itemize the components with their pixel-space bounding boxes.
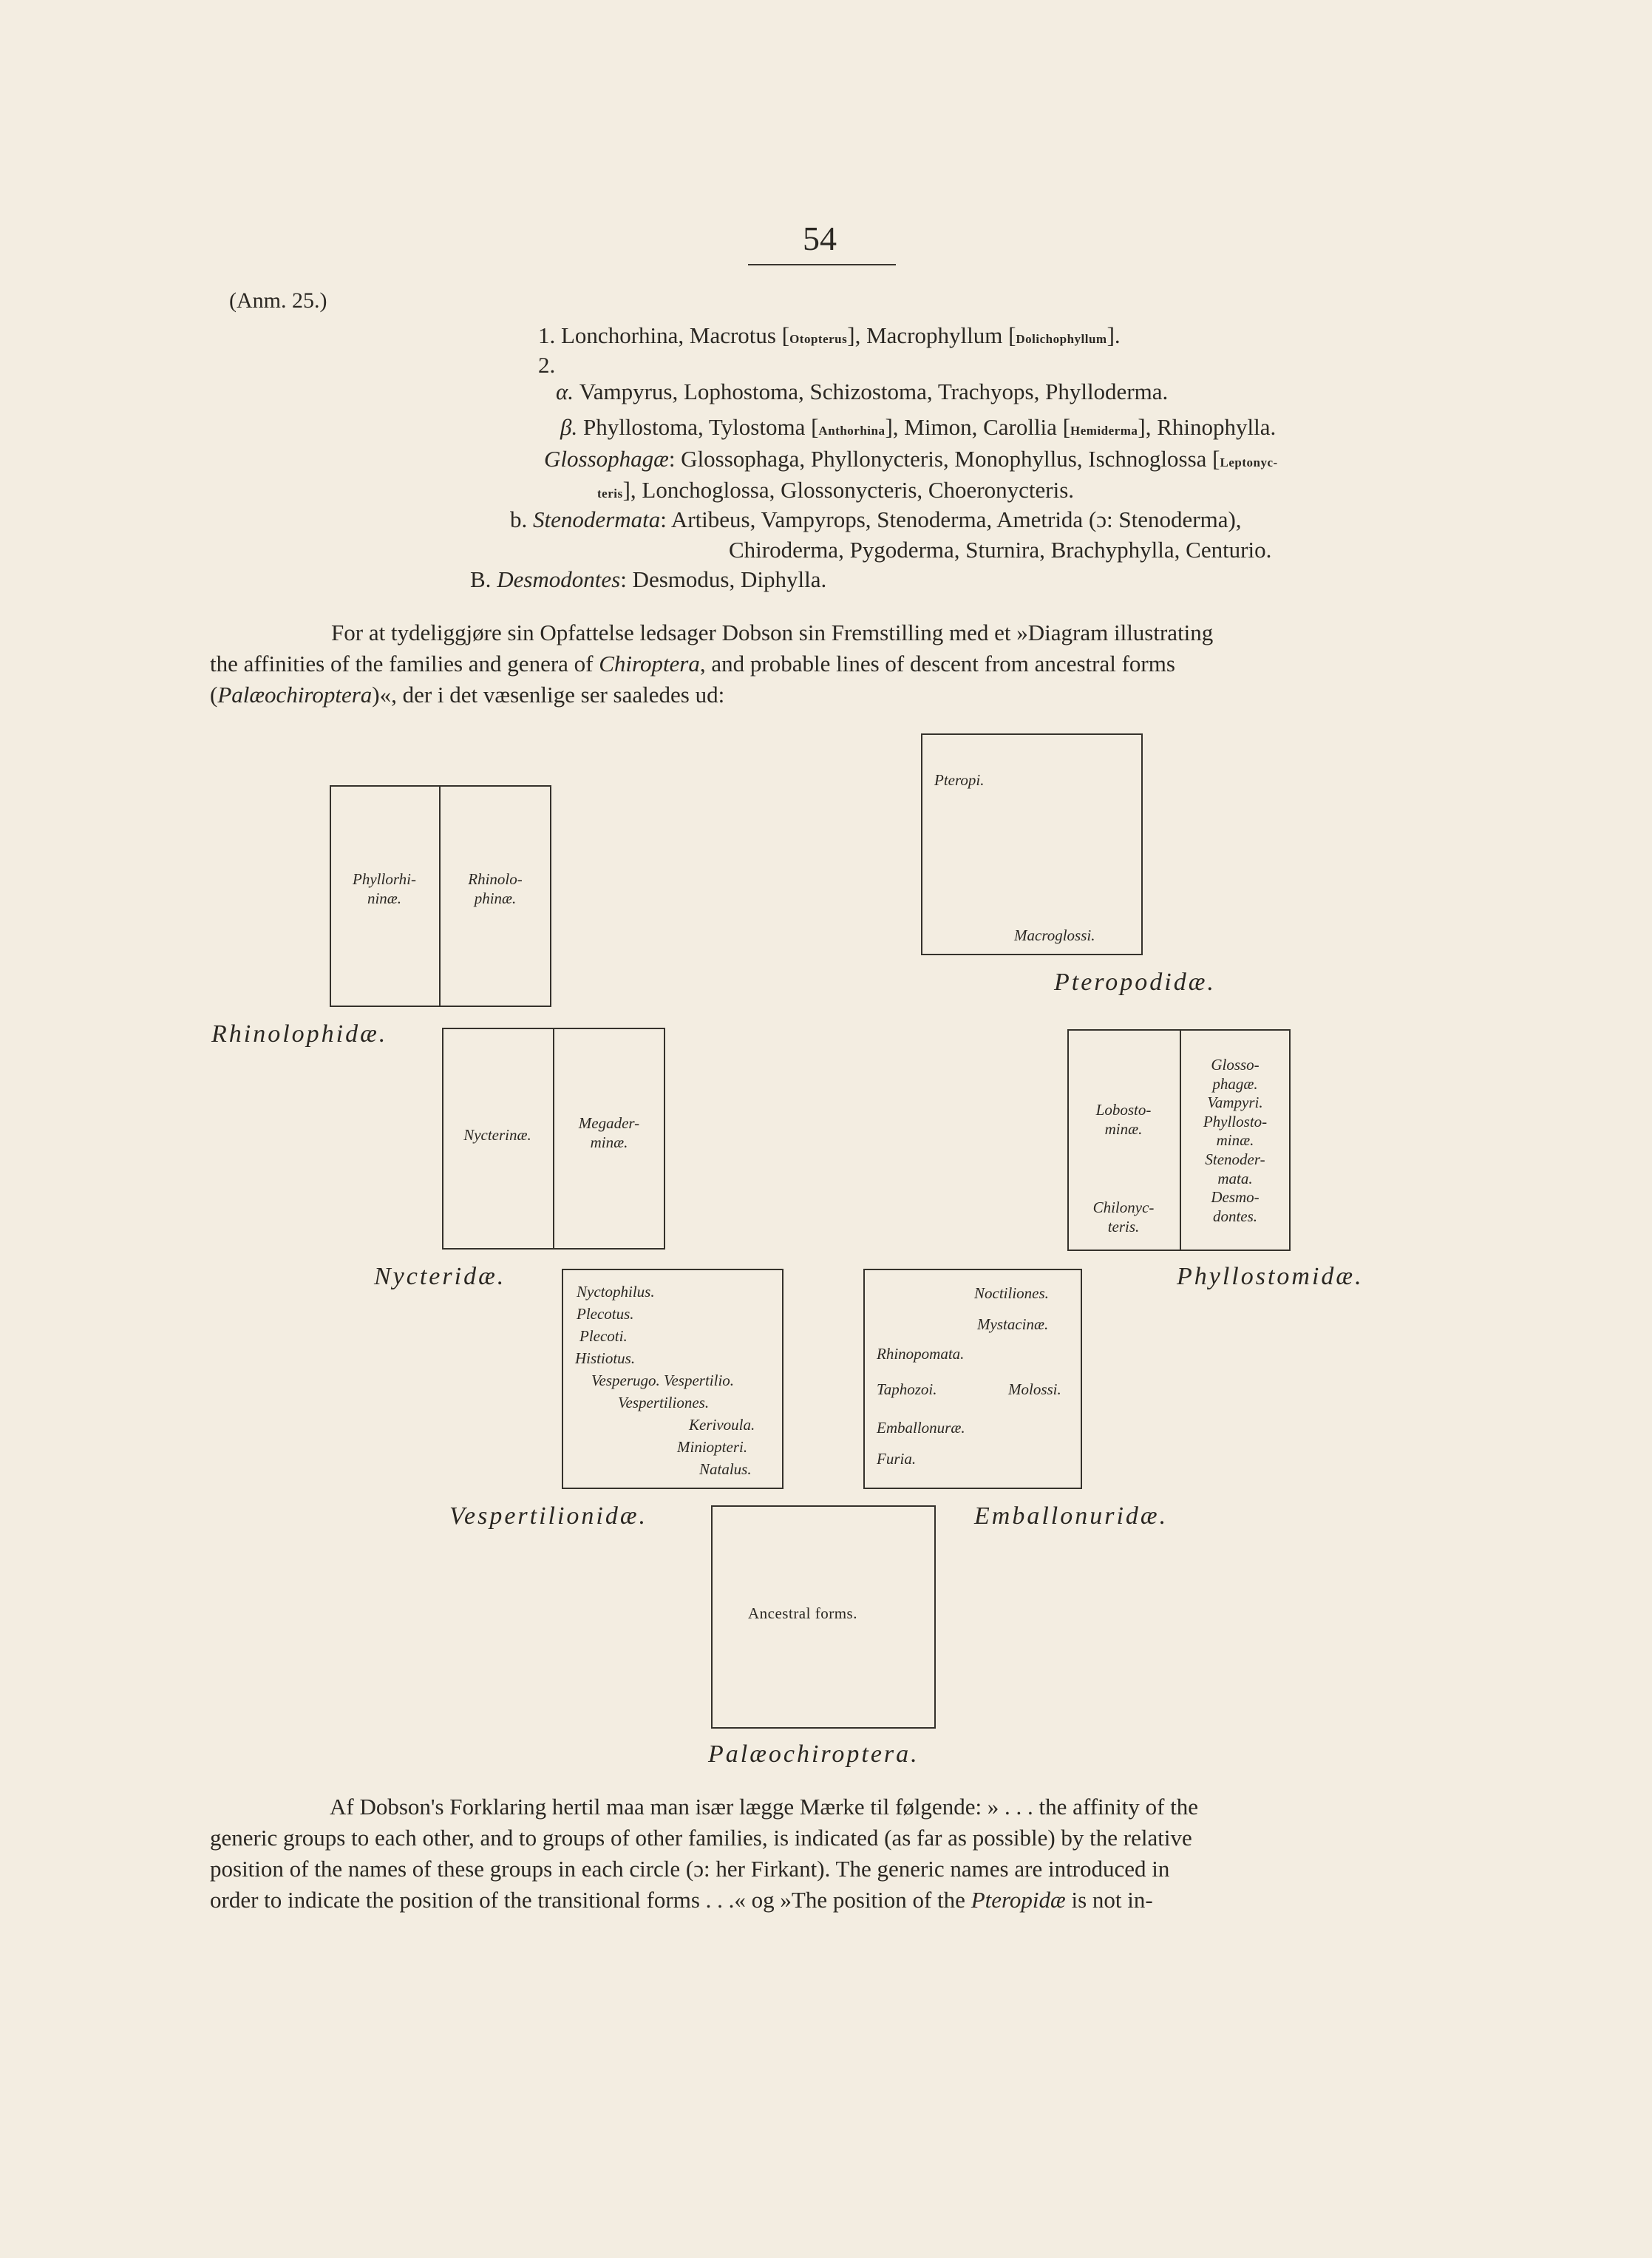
page-number-rule	[748, 264, 896, 265]
phyllostomidae-bottom-line	[1067, 1250, 1291, 1251]
emb-item-6: Furia.	[877, 1450, 917, 1468]
closing-line-1: Af Dobson's Forklaring hertil maa man især lægge Mærke til følgende: » . . . the affinity of the	[330, 1794, 1199, 1820]
rhinolophidae-right-line	[550, 785, 551, 1007]
intro-line-2: the affinities of the families and genera of Chiroptera, and probable lines of descent from ancestral forms	[210, 651, 1175, 677]
rhinolophidae-bottom-line	[330, 1006, 551, 1007]
phyllostomidae-family: Phyllostomidæ.	[1177, 1263, 1364, 1290]
vesp-item-4: Vesperugo. Vespertilio.	[591, 1372, 735, 1389]
lobostominae-label: Lobosto- minæ.	[1095, 1101, 1152, 1139]
emballonuridae-top-line	[863, 1269, 1082, 1270]
pteropodidae-top-line	[921, 733, 1143, 735]
phyllostomidae-right-line	[1289, 1029, 1291, 1251]
class-line-b: b. Stenodermata: Artibeus, Vampyrops, Stenoderma, Ametrida (ɔ: Stenoderma),	[510, 506, 1242, 532]
closing-line-4: order to indicate the position of the transitional forms . . .« og »The position of the Pteropidæ is not in-	[210, 1887, 1153, 1913]
pteropodidae-bottom-line	[921, 954, 1143, 955]
closing-line-3: position of the names of these groups in each circle (ɔ: her Firkant). The generic names are introduced in	[210, 1856, 1170, 1882]
nycteridae-family: Nycteridæ.	[374, 1263, 506, 1290]
vesp-item-3: Histiotus.	[575, 1349, 636, 1367]
class-line-glossophagae-cont: teris], Lonchoglossa, Glossonycteris, Choeronycteris.	[597, 477, 1075, 503]
class-line-2: 2.	[538, 352, 556, 378]
emb-item-4: Molossi.	[1008, 1380, 1061, 1398]
vesp-item-6: Kerivoula.	[689, 1416, 755, 1434]
class-line-b-cont: Chiroderma, Pygoderma, Sturnira, Brachyphylla, Centurio.	[729, 537, 1272, 563]
emb-item-3: Taphozoi.	[877, 1380, 937, 1398]
rhinolophinae-label: Rhinolo- phinæ.	[468, 870, 523, 908]
nycteridae-bottom-line	[442, 1248, 665, 1250]
vesp-item-1: Plecotus.	[577, 1305, 634, 1323]
emb-item-0: Noctiliones.	[974, 1284, 1049, 1302]
emballonuridae-left-line	[863, 1269, 865, 1489]
rhinolophidae-family: Rhinolophidæ.	[211, 1020, 388, 1048]
ancestral-forms-label: Ancestral forms.	[748, 1604, 857, 1622]
emb-item-2: Rhinopomata.	[877, 1345, 965, 1363]
pteropodidae-right-line	[1141, 733, 1143, 955]
nycteridae-right-line	[664, 1028, 665, 1250]
class-line-glossophagae: Glossophagæ: Glossophaga, Phyllonycteris, Monophyllus, Ischnoglossa [Leptonyc-	[544, 446, 1278, 472]
vesp-item-7: Miniopteri.	[677, 1438, 748, 1456]
pteropodidae-left-line	[921, 733, 922, 955]
rhinolophidae-top-line	[330, 785, 551, 787]
vespertilionidae-top-line	[562, 1269, 783, 1270]
intro-line-1: For at tydeliggjøre sin Opfattelse ledsager Dobson sin Fremstilling med et »Diagram illustrating	[331, 620, 1214, 645]
vespertilionidae-right-line	[782, 1269, 783, 1489]
page-number: 54	[803, 220, 837, 257]
emballonuridae-right-line	[1081, 1269, 1082, 1489]
vesp-item-5: Vespertiliones.	[618, 1394, 710, 1411]
class-line-B: B. Desmodontes: Desmodus, Diphylla.	[470, 566, 827, 592]
palaeochiroptera-caption: Palæochiroptera.	[708, 1740, 920, 1768]
vesp-item-8: Natalus.	[699, 1460, 752, 1478]
vesp-item-0: Nyctophilus.	[577, 1283, 655, 1301]
emballonuridae-bottom-line	[863, 1488, 1082, 1489]
class-line-alpha: α. Vampyrus, Lophostoma, Schizostoma, Trachyops, Phylloderma.	[556, 379, 1169, 404]
nycterinae-label: Nycterinæ.	[463, 1126, 531, 1144]
emb-item-5: Emballonuræ.	[877, 1419, 965, 1437]
emb-item-1: Mystacinæ.	[977, 1315, 1049, 1333]
vespertilionidae-left-line	[562, 1269, 563, 1489]
phyllostomidae-top-line	[1067, 1029, 1291, 1031]
pteropodidae-family: Pteropodidæ.	[1054, 969, 1216, 996]
vesp-item-2: Plecoti.	[579, 1327, 628, 1345]
emballonuridae-family: Emballonuridæ.	[974, 1502, 1169, 1530]
class-line-beta: β. Phyllostoma, Tylostoma [Anthorhina], Mimon, Carollia [Hemiderma], Rhinophylla.	[560, 414, 1277, 440]
closing-line-2: generic groups to each other, and to groups of other families, is indicated (as far as possible) by the relative	[210, 1825, 1192, 1851]
megaderminae-label: Megader- minæ.	[578, 1114, 640, 1152]
vespertilionidae-family: Vespertilionidæ.	[449, 1502, 648, 1530]
vespertilionidae-bottom-line	[562, 1488, 783, 1489]
phyllorhininae-label: Phyllorhi- ninæ.	[353, 870, 416, 908]
class-line-1: 1. Lonchorhina, Macrotus [Otopterus], Macrophyllum [Dolichophyllum].	[538, 322, 1121, 348]
macroglossi-label: Macroglossi.	[1014, 926, 1095, 944]
phyllostomidae-subgroups-label: Glosso- phagæ. Vampyri. Phyllosto- minæ. Stenoder- mata. Desmo- dontes.	[1203, 1056, 1268, 1225]
pteropi-label: Pteropi.	[934, 771, 985, 789]
chilonycteris-label: Chilonyc- teris.	[1092, 1198, 1155, 1236]
note-reference: (Anm. 25.)	[229, 288, 327, 313]
intro-line-3: (Palæochiroptera)«, der i det væsenlige ser saaledes ud:	[210, 682, 725, 708]
